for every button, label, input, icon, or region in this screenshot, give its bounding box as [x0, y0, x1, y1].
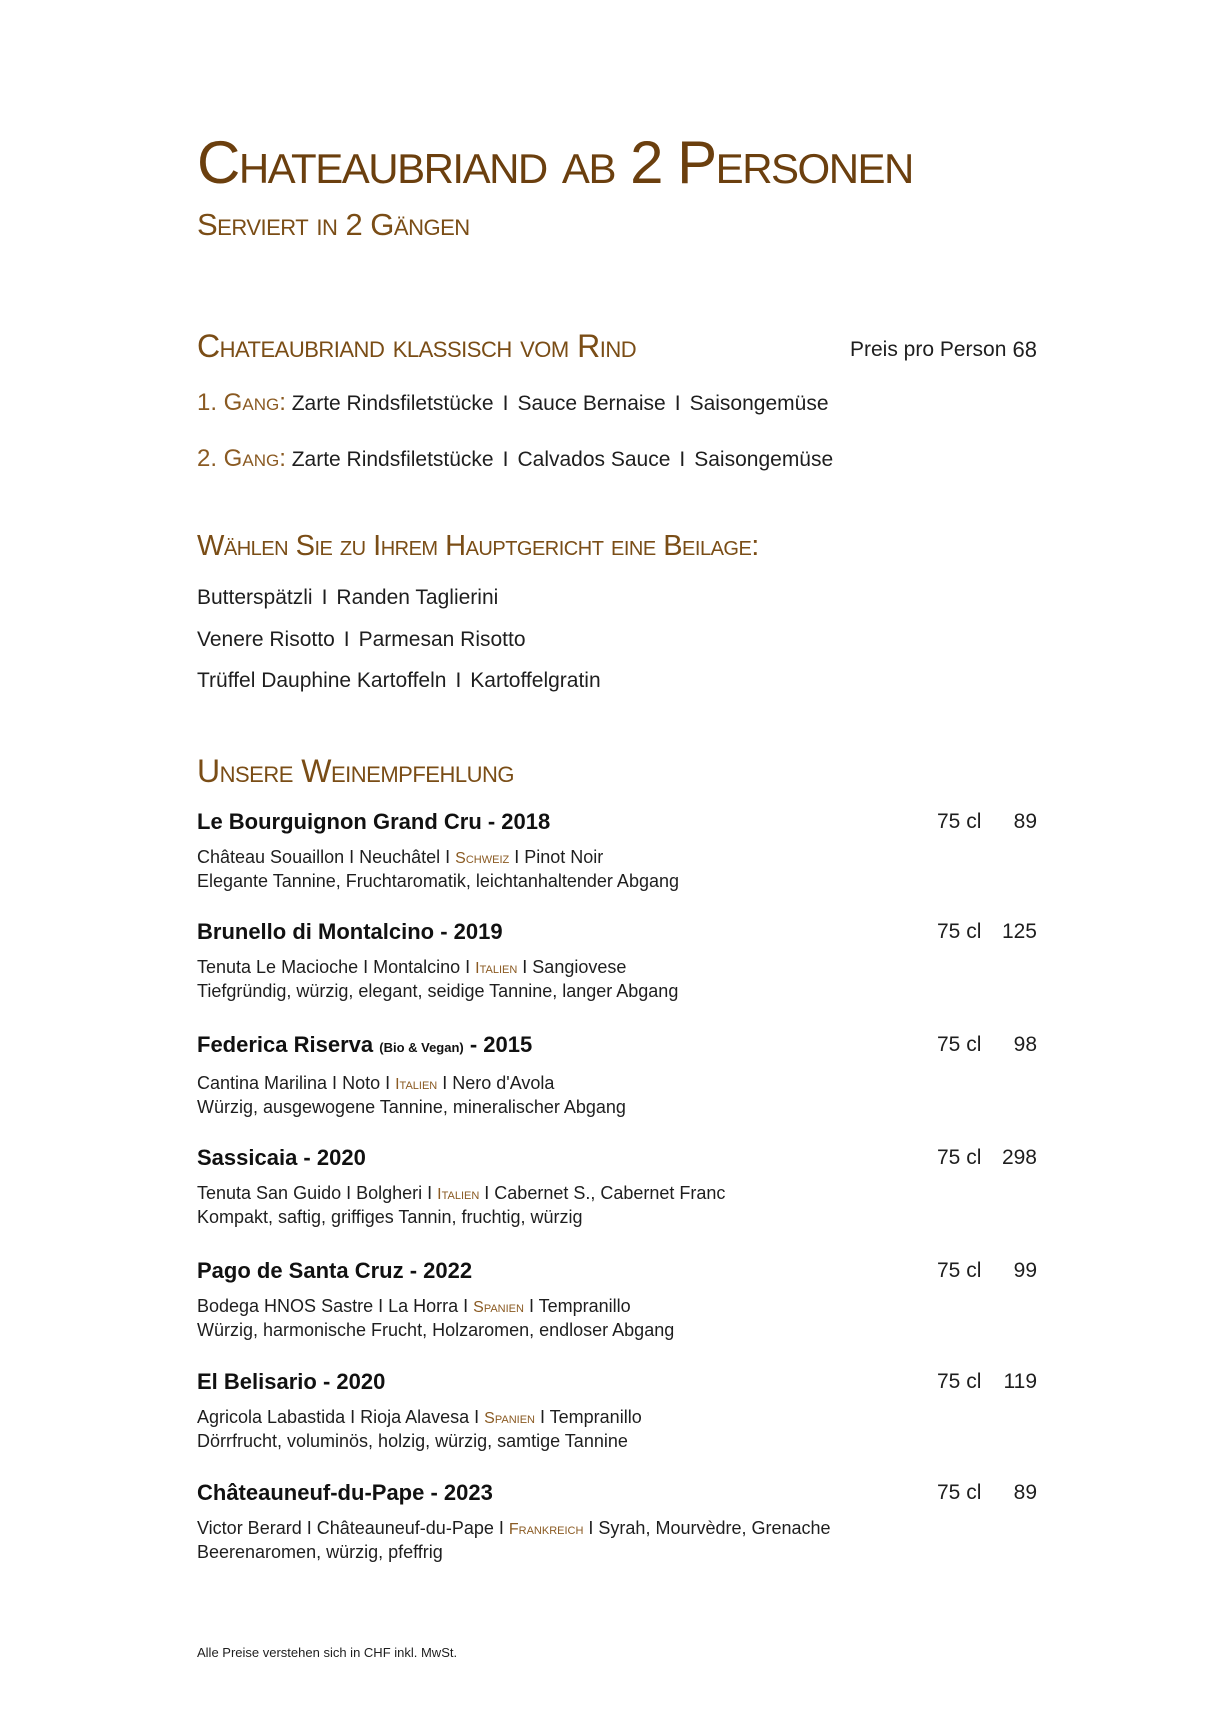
wine-tasting: Kompakt, saftig, griffiges Tannin, fruchtig, würzig: [197, 1207, 583, 1227]
wine-name-text: Le Bourguignon Grand Cru - 2018: [197, 809, 551, 834]
wine-volume: 75 cl: [937, 1259, 982, 1282]
wine-price: 125: [1001, 920, 1037, 943]
course-label: 2. Gang:: [197, 445, 286, 472]
wine-name: [197, 1255, 1037, 1287]
course-2: [197, 444, 833, 475]
wine-country: Italien: [475, 960, 518, 977]
wine-tasting: Würzig, harmonische Frucht, Holzaromen, endloser Abgang: [197, 1320, 675, 1340]
origin-text: Bodega HNOS Sastre I La Horra I: [197, 1296, 474, 1316]
separator: I: [502, 448, 509, 471]
separator: I: [343, 628, 350, 651]
course-label: 1. Gang:: [197, 389, 286, 416]
wine-price: 89: [1013, 810, 1037, 833]
origin-text: Tenuta Le Macioche I Montalcino I: [197, 957, 476, 977]
wine-name: [197, 1029, 1037, 1064]
wine-tasting: Würzig, ausgewogene Tannine, mineralischer Abgang: [197, 1097, 626, 1117]
wine-price: 98: [1013, 1033, 1037, 1056]
chateaubriand-price: 68: [1012, 337, 1037, 362]
origin-text: Château Souaillon I Neuchâtel I: [197, 847, 456, 867]
wine-origin: [197, 1182, 1037, 1206]
origin-text: Agricola Labastida I Rioja Alavesa I: [197, 1407, 485, 1427]
course-item: Calvados Sauce: [517, 448, 671, 471]
side-item: Kartoffelgratin: [470, 669, 601, 692]
course-item: Saisongemüse: [689, 392, 829, 415]
origin-text: I Nero d'Avola: [437, 1073, 555, 1093]
wine-name: [197, 1477, 1037, 1509]
course-item: Sauce Bernaise: [517, 392, 666, 415]
wine-name-suffix: - 2015: [463, 1032, 533, 1057]
origin-text: I Pinot Noir: [509, 847, 604, 867]
wine-price: 99: [1013, 1259, 1037, 1282]
chateaubriand-heading: Chateaubriand klassisch vom Rind: [197, 328, 637, 364]
separator: I: [321, 586, 328, 609]
wine-item: [197, 1477, 1037, 1563]
side-row: [197, 625, 526, 655]
course-1: [197, 388, 829, 419]
wine-item: [197, 916, 1037, 1002]
wine-tasting: Beerenaromen, würzig, pfeffrig: [197, 1542, 443, 1562]
wine-item: [197, 1029, 1037, 1118]
wine-country: Schweiz: [455, 850, 510, 867]
wine-origin: [197, 1295, 1037, 1319]
wine-tasting: Dörrfrucht, voluminös, holzig, würzig, samtige Tannine: [197, 1431, 628, 1451]
course-item: Zarte Rindsfiletstücke: [291, 392, 494, 415]
wine-volume: 75 cl: [937, 1481, 982, 1504]
wine-name: [197, 806, 1037, 838]
wine-name-text: Brunello di Montalcino - 2019: [197, 919, 503, 944]
wine-origin: [197, 1072, 1037, 1096]
wine-heading: Unsere Weinempfehlung: [197, 753, 514, 789]
wine-name-text: Châteauneuf-du-Pape - 2023: [197, 1480, 493, 1505]
origin-text: Victor Berard I Châteauneuf-du-Pape I: [197, 1518, 509, 1538]
origin-text: I Tempranillo: [523, 1296, 631, 1316]
wine-volume: 75 cl: [937, 810, 982, 833]
origin-text: Tenuta San Guido I Bolgheri I: [197, 1183, 438, 1203]
page-title: Chateaubriand ab 2 Personen: [197, 129, 913, 196]
wine-item: [197, 806, 1037, 892]
page-subtitle: Serviert in 2 Gängen: [197, 207, 470, 242]
origin-text: I Sangiovese: [517, 957, 627, 977]
side-row: [197, 583, 498, 613]
wine-country: Frankreich: [508, 1521, 584, 1538]
price-footnote: Alle Preise verstehen sich in CHF inkl. MwSt.: [197, 1645, 458, 1660]
wine-name-text: Pago de Santa Cruz - 2022: [197, 1258, 473, 1283]
wine-origin: [197, 956, 1037, 980]
wine-name-text: Sassicaia - 2020: [197, 1145, 366, 1170]
wine-item: [197, 1366, 1037, 1452]
wine-volume: 75 cl: [937, 1033, 982, 1056]
wine-origin: [197, 1517, 1037, 1541]
wine-volume: 75 cl: [937, 1370, 982, 1393]
course-item: Zarte Rindsfiletstücke: [291, 448, 494, 471]
wine-volume: 75 cl: [937, 1146, 982, 1169]
wine-name: [197, 1142, 1037, 1174]
side-item: Butterspätzli: [197, 586, 313, 609]
wine-country: Spanien: [484, 1410, 535, 1427]
separator: I: [674, 392, 681, 415]
wine-name-text: El Belisario - 2020: [197, 1369, 386, 1394]
separator: I: [502, 392, 509, 415]
sides-heading: Wählen Sie zu Ihrem Hauptgericht eine Beilage:: [197, 530, 759, 562]
side-item: Randen Taglierini: [336, 586, 499, 609]
side-row: [197, 666, 601, 696]
wine-price: 119: [1003, 1370, 1037, 1393]
wine-name: [197, 916, 1037, 948]
price-per-person-label: Preis pro Person: [850, 338, 1007, 361]
wine-name: [197, 1366, 1037, 1398]
wine-country: Italien: [437, 1186, 480, 1203]
wine-price: 298: [1001, 1146, 1037, 1169]
wine-tasting: Elegante Tannine, Fruchtaromatik, leichtanhaltender Abgang: [197, 871, 679, 891]
wine-origin: [197, 1406, 1037, 1430]
wine-tasting: Tiefgründig, würzig, elegant, seidige Tannine, langer Abgang: [197, 981, 679, 1001]
course-item: Saisongemüse: [694, 448, 834, 471]
wine-country: Italien: [395, 1076, 438, 1093]
origin-text: Cantina Marilina I Noto I: [197, 1073, 396, 1093]
side-item: Venere Risotto: [197, 628, 335, 651]
separator: I: [679, 448, 686, 471]
wine-origin: [197, 846, 1037, 870]
wine-note: (Bio & Vegan): [379, 1040, 464, 1055]
side-item: Parmesan Risotto: [358, 628, 526, 651]
separator: I: [455, 669, 462, 692]
origin-text: I Tempranillo: [534, 1407, 642, 1427]
wine-price: 89: [1013, 1481, 1037, 1504]
wine-item: [197, 1142, 1037, 1228]
origin-text: I Syrah, Mourvèdre, Grenache: [583, 1518, 831, 1538]
wine-item: [197, 1255, 1037, 1341]
wine-name-text: Federica Riserva: [197, 1032, 380, 1057]
side-item: Trüffel Dauphine Kartoffeln: [197, 669, 447, 692]
wine-volume: 75 cl: [937, 920, 982, 943]
origin-text: I Cabernet S., Cabernet Franc: [479, 1183, 726, 1203]
wine-country: Spanien: [473, 1299, 524, 1316]
